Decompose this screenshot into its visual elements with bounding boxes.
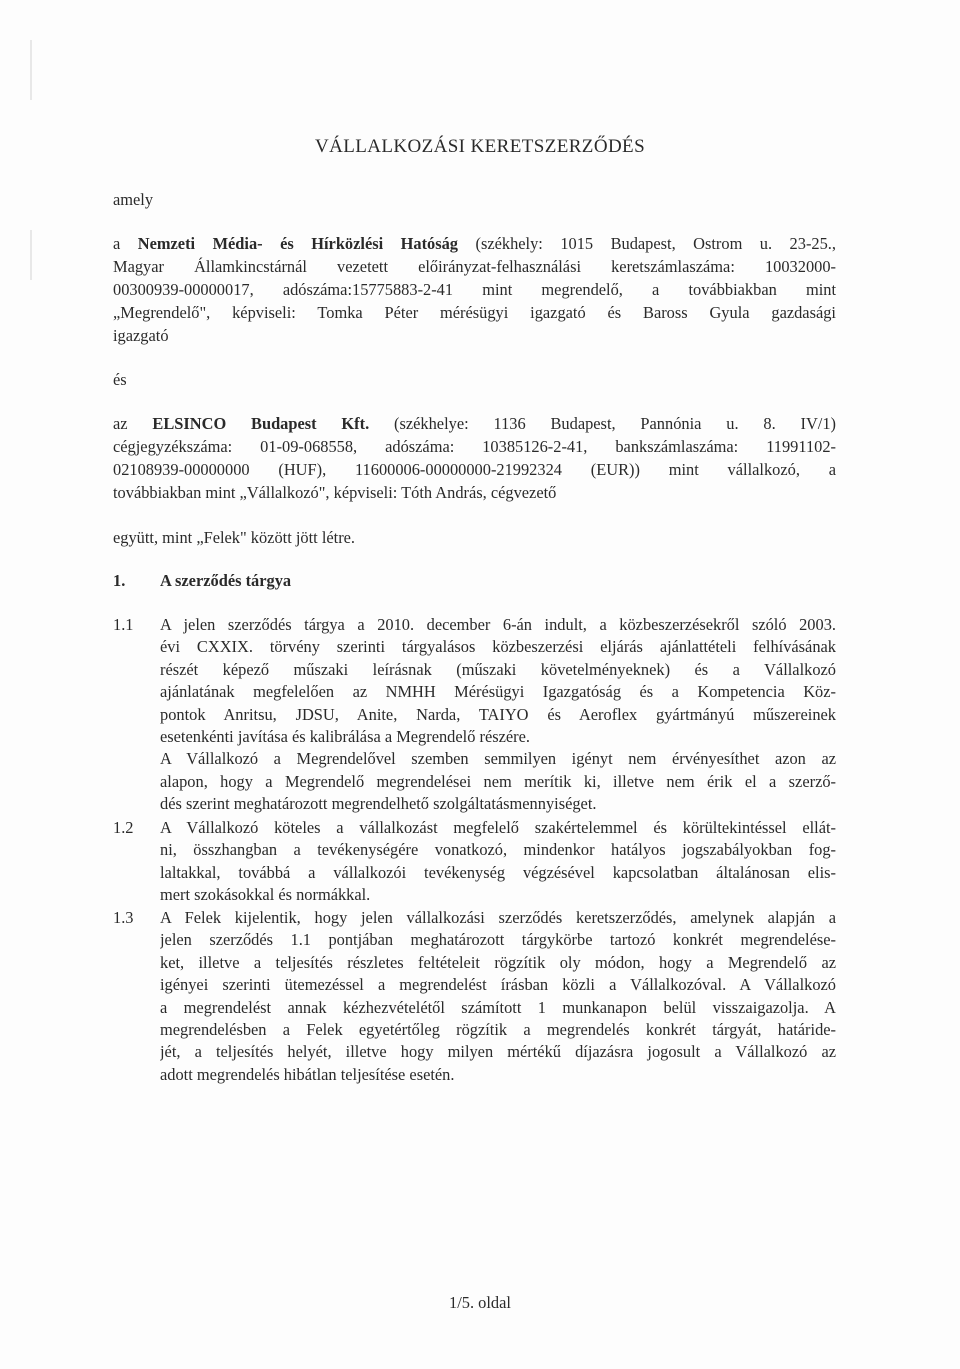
party1-first-line <box>113 233 836 255</box>
page-number: 1/5. oldal <box>449 1293 511 1312</box>
clause-line: mert szokásokkal és normákkal. <box>160 885 371 905</box>
and-text: és <box>113 370 127 389</box>
clause-line: adott megrendelés hibátlan teljesítése esetén. <box>160 1064 455 1084</box>
clause-number: 1.3 <box>113 908 134 927</box>
clause-number: 1.2 <box>113 818 134 837</box>
clause-line: megrendelésben a Felek egyetértőleg rögzítik a megrendelés konkrét tárgyát, határide- <box>160 1020 836 1040</box>
clause-line: igényei szerinti ütemezéssel a megrendelést írásban közli a Vállalkozóval. A Vállalkozó <box>160 975 836 995</box>
party1-name: Nemzeti Média- és Hírközlési Hatóság <box>137 234 459 253</box>
clause-line: A Vállalkozó köteles a vállalkozást megfelelő szakértelemmel és körültekintéssel ellát- <box>160 818 836 837</box>
clause-line: A Felek kijelentik, hogy jelen vállalkozási szerződés keretszerződés, amelynek alapján a <box>160 908 836 927</box>
clause-line: laltakkal, továbbá a vállalkozói tevékenység végzésével kapcsolatban általánosan elis- <box>160 862 836 882</box>
clause-body <box>160 817 836 907</box>
section-title: A szerződés tárgya <box>160 571 292 590</box>
clause-line: évi CXXIX. törvény szerinti tárgyalásos közbeszerzési eljárás ajánlattételi felhívásának <box>160 637 836 657</box>
party1-line: Magyar Államkincstárnál vezetett előirányzat-felhasználási keretszámlaszáma: 10032000- <box>113 257 836 276</box>
party2-line: cégjegyzékszáma: 01-09-068558, adószáma: 10385126-2-41, bankszámlaszáma: 11991102- <box>113 437 836 456</box>
party1-prefix: a <box>113 234 121 253</box>
scan-artifact <box>30 230 32 280</box>
clause-line: pontok Anritsu, JDSU, Anite, Narda, TAIYO és Aeroflex gyártmányú műszereinek <box>160 704 836 724</box>
clause-number: 1.1 <box>113 615 134 634</box>
together-text: együtt, mint „Felek" között jött létre. <box>113 528 356 547</box>
clause-body <box>160 907 836 1086</box>
clause-line: jét, a teljesítés helyét, illetve hogy milyen mértékű díjazásra jogosult a Vállalkozó az <box>160 1042 836 1062</box>
party1-line: „Megrendelő", képviseli: Tomka Péter mérésügyi igazgató és Baross Gyula gazdasági <box>113 303 836 322</box>
section-number: 1. <box>113 571 126 590</box>
party1-line: igazgató <box>113 326 169 345</box>
party2-first-line <box>113 413 836 435</box>
document-title: VÁLLALKOZÁSI KERETSZERZŐDÉS <box>314 136 646 157</box>
clause-line: ni, összhangban a tevékenységére vonatkozó, mindenkor hatályos jogszabályokban fog- <box>160 840 836 860</box>
clause-line: esetenkénti javítása és kalibrálása a Megrendelő részére. <box>160 727 530 747</box>
clause-line: A Vállalkozó a Megrendelővel szemben semmilyen igényt nem érvényesíthet azon az <box>160 749 836 769</box>
clause-line: ket, illetve a teljesítés részletes feltételeit rögzítik oly módon, hogy a Megrendelő az <box>160 952 836 972</box>
intro-text: amely <box>113 190 154 209</box>
scan-artifact <box>30 40 32 100</box>
party2-name: ELSINCO Budapest Kft. <box>152 414 370 433</box>
clause-line: ajánlatának megfelelően az NMHH Mérésügyi Igazgatóság és a Kompetencia Köz- <box>160 682 836 702</box>
party1-line: (székhely: 1015 Budapest, Ostrom u. 23-25., <box>458 234 836 253</box>
clause-body <box>160 614 836 816</box>
clause-line: alapon, hogy a Megrendelő megrendelései nem merítik ki, illetve nem érik el a szerző- <box>160 771 836 791</box>
party2-line: (székhelye: 1136 Budapest, Pannónia u. 8. IV/1) <box>369 414 836 433</box>
clause-line: a megrendelést annak kézhezvételétől számított 1 munkanapon belül visszaigazolja. A <box>160 997 836 1017</box>
party2-line: 02108939-00000000 (HUF), 11600006-00000000-21992324 (EUR)) mint vállalkozó, a <box>113 460 836 479</box>
party1-line: 00300939-00000017, adószáma:15775883-2-41 mint megrendelő, a továbbiakban mint <box>113 280 836 299</box>
party2-prefix: az <box>113 414 128 433</box>
clause-line: dés szerint meghatározott megrendelhető szolgáltatásmennyiséget. <box>160 794 597 814</box>
party2-line: továbbiakban mint „Vállalkozó", képviseli: Tóth András, cégvezető <box>113 483 557 502</box>
clause-line: jelen szerződés 1.1 pontjában meghatározott tárgykörbe tartozó konkrét megrendelése- <box>160 930 836 950</box>
clause-line: A jelen szerződés tárgya a 2010. december 6-án indult, a közbeszerzésekről szóló 2003. <box>160 615 836 634</box>
clause-line: részét képező műszaki leírásnak (műszaki követelményeknek) és a Vállalkozó <box>160 659 836 679</box>
